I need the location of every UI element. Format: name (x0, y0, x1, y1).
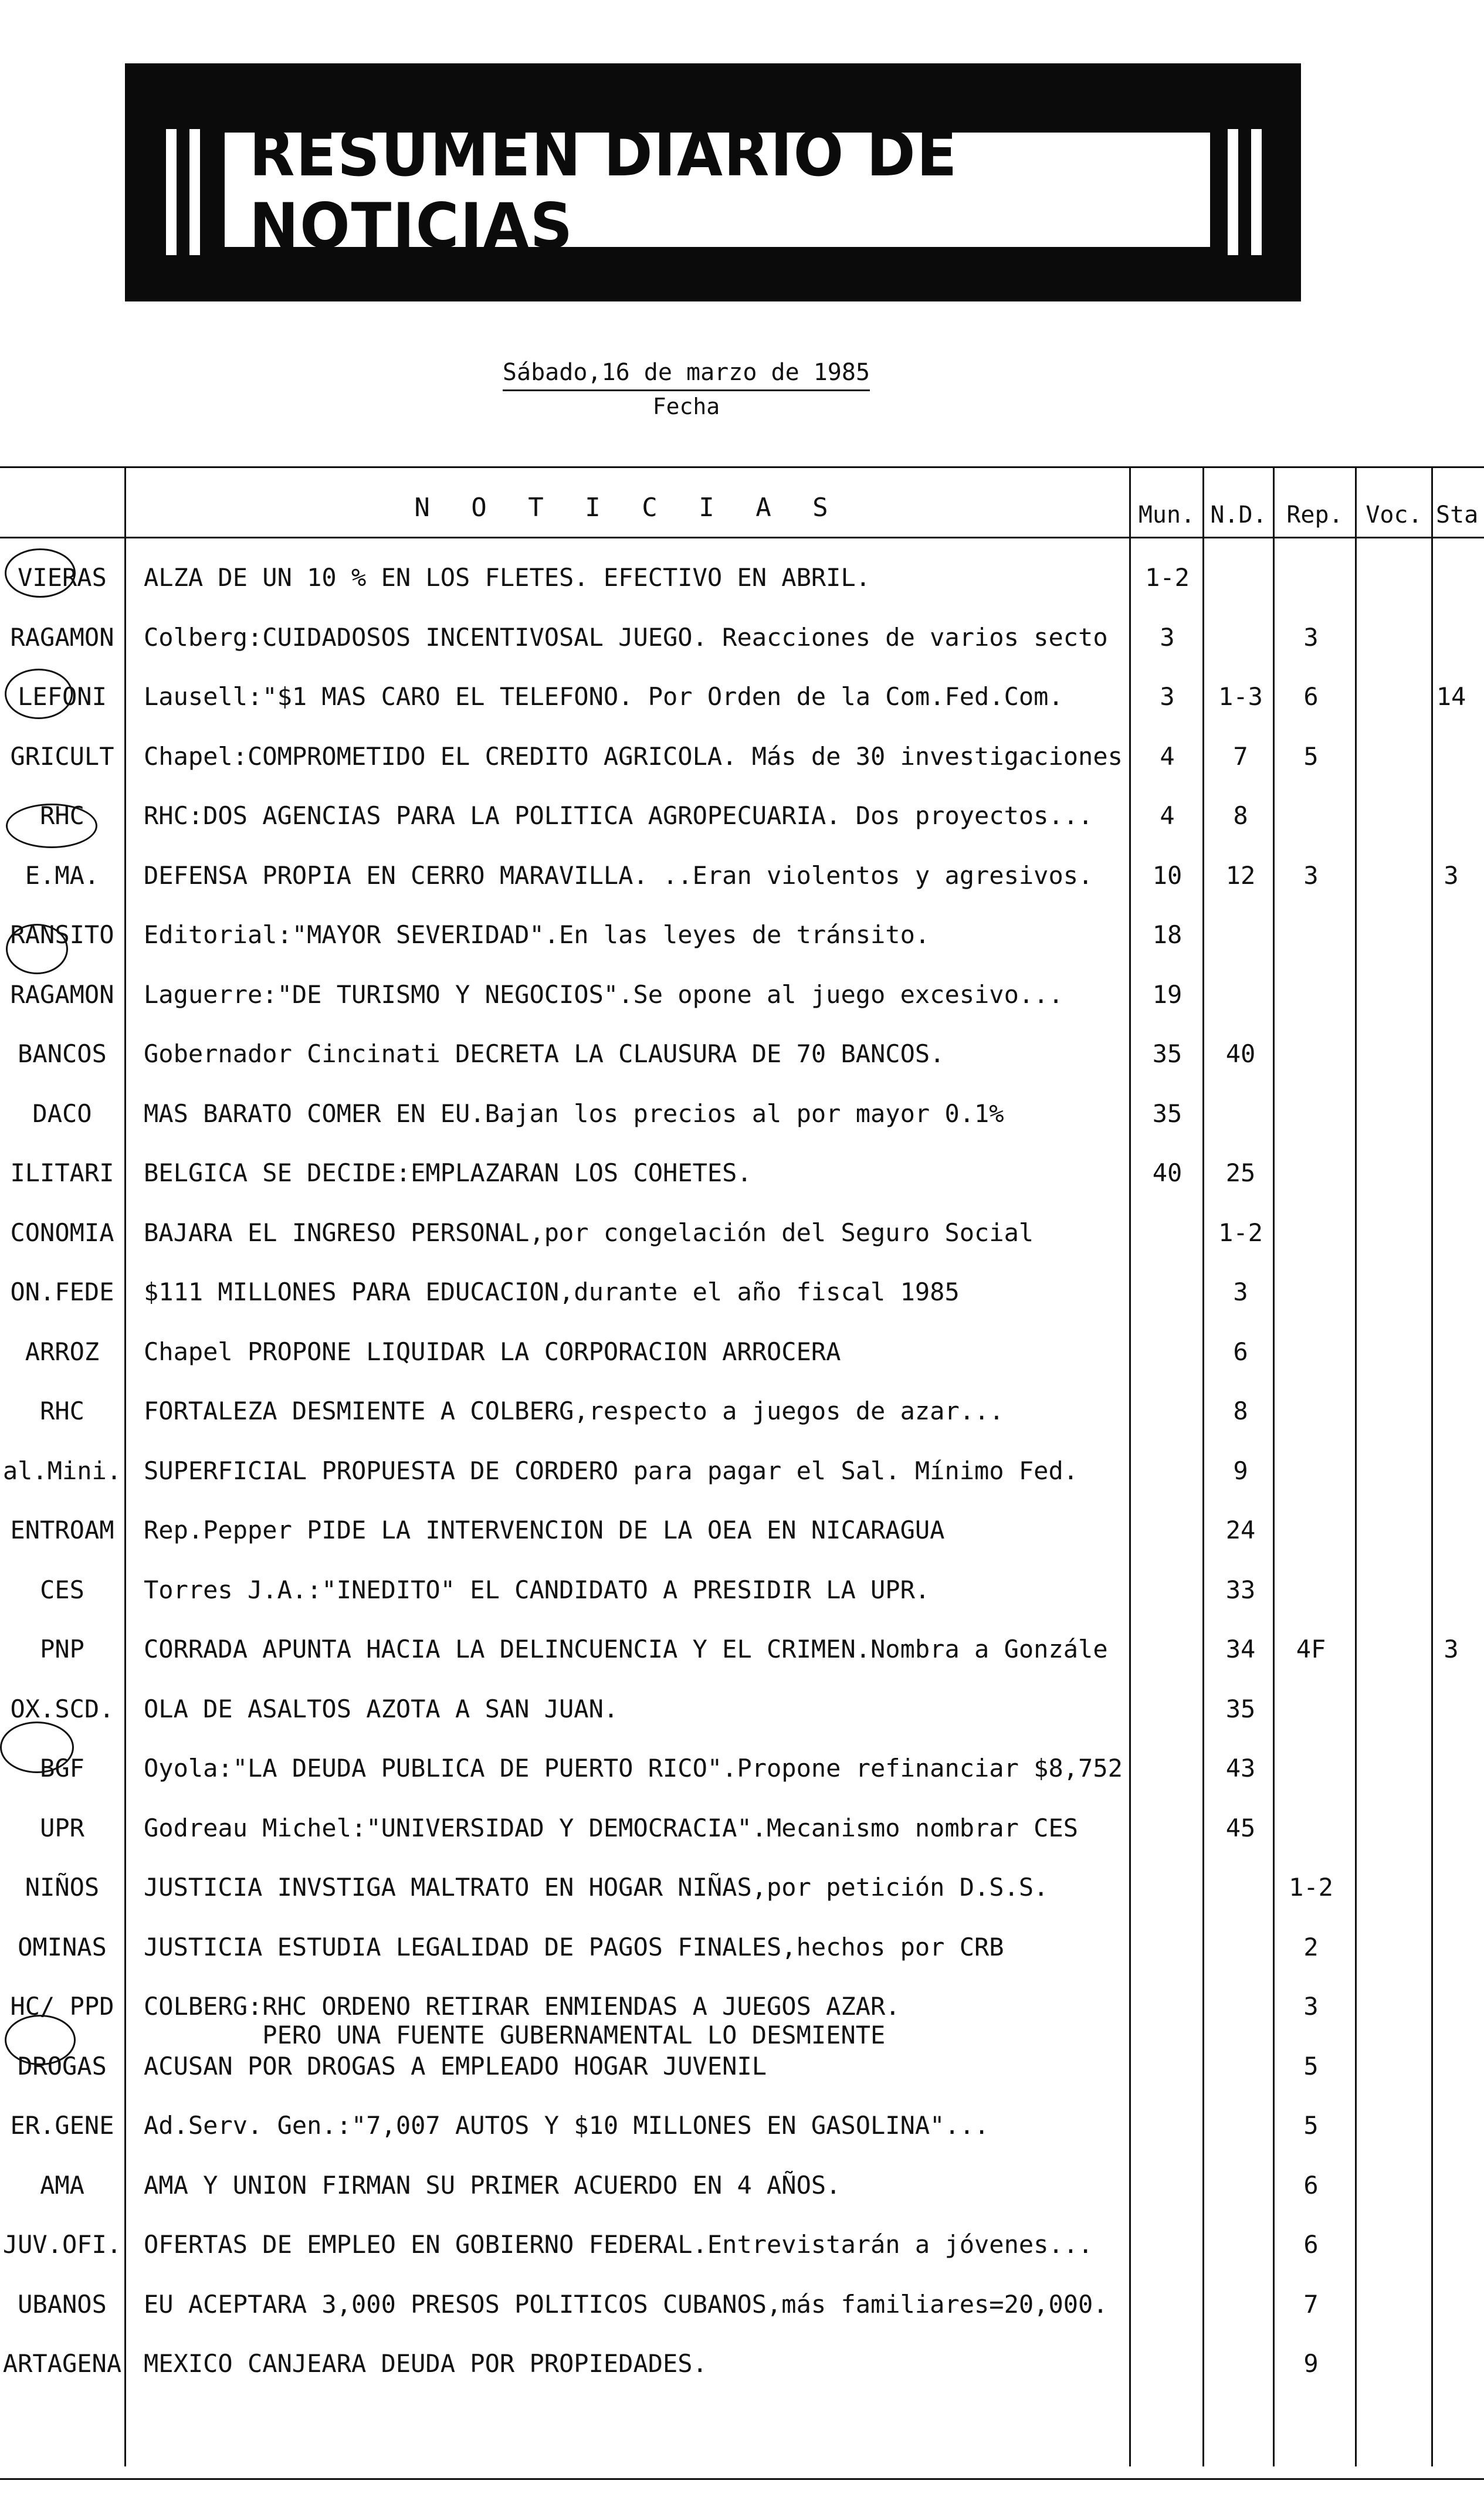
page-ref-sta: 3 (1444, 860, 1459, 890)
table-row (0, 1039, 1484, 1098)
page-ref-nd: 45 (1225, 1813, 1256, 1842)
table-row (0, 1873, 1484, 1932)
section-label: JUV.OFI. (2, 2230, 122, 2259)
table-title: N O T I C I A S (414, 493, 841, 523)
page-ref-mun: 3 (1160, 682, 1175, 711)
headline: Rep.Pepper PIDE LA INTERVENCION DE LA OEA EN NICARAGUA (144, 1516, 945, 1544)
table-row (0, 801, 1484, 860)
banner-stripe (1251, 129, 1262, 255)
page-ref-sta: 14 (1436, 682, 1466, 711)
page-ref-nd: 34 (1225, 1635, 1256, 1663)
headline: JUSTICIA INVSTIGA MALTRATO EN HOGAR NIÑAS,por petición D.S.S. (144, 1873, 1049, 1902)
headline: OFERTAS DE EMPLEO EN GOBIERNO FEDERAL.Entrevistarán a jóvenes... (144, 2230, 1093, 2259)
annotation-circle (5, 669, 73, 719)
headline: OLA DE ASALTOS AZOTA A SAN JUAN. (144, 1694, 619, 1723)
page-ref-nd: 3 (1233, 1278, 1248, 1306)
banner-stripe (1228, 129, 1238, 255)
table-row (0, 2290, 1484, 2349)
section-label: RHC (40, 1397, 84, 1425)
annotation-circle (5, 548, 76, 598)
table-row (0, 920, 1484, 979)
column-header-voc: Voc. (1366, 501, 1422, 528)
table-row (0, 980, 1484, 1039)
annotation-circle (6, 924, 68, 974)
page-ref-rep: 6 (1303, 2230, 1319, 2259)
headline: MAS BARATO COMER EN EU.Bajan los precios al por mayor 0.1% (144, 1099, 1004, 1128)
table-row (0, 2171, 1484, 2229)
document-date: Sábado,16 de marzo de 1985 (503, 359, 870, 391)
section-label: ON.FEDE (10, 1278, 114, 1306)
section-label: UPR (40, 1813, 84, 1842)
table-row (0, 1337, 1484, 1396)
page-ref-mun: 35 (1152, 1099, 1183, 1128)
table-row (0, 1575, 1484, 1634)
headline: Editorial:"MAYOR SEVERIDAD".En las leyes de tránsito. (144, 920, 930, 949)
page-ref-rep: 7 (1303, 2289, 1319, 2319)
annotation-circle (0, 1722, 74, 1773)
headline: EU ACEPTARA 3,000 PRESOS POLITICOS CUBANOS,más familiares=20,000. (144, 2289, 1108, 2319)
headline: CORRADA APUNTA HACIA LA DELINCUENCIA Y EL CRIMEN.Nombra a Gonzále (144, 1635, 1108, 1663)
headline: COLBERG:RHC ORDENO RETIRAR ENMIENDAS A JUEGOS AZAR. PERO UNA FUENTE GUBERNAMENTAL LO DESMIENTE (144, 1992, 900, 2049)
headline: Colberg:CUIDADOSOS INCENTIVOSAL JUEGO. Reacciones de varios secto (144, 622, 1108, 652)
section-label: RANSITO (10, 920, 114, 949)
headline: Chapel PROPONE LIQUIDAR LA CORPORACION ARROCERA (144, 1337, 841, 1366)
page-ref-nd: 9 (1233, 1456, 1248, 1485)
headline: DEFENSA PROPIA EN CERRO MARAVILLA. ..Eran violentos y agresivos. (144, 860, 1093, 890)
page-ref-rep: 3 (1303, 1992, 1319, 2021)
table-row (0, 1397, 1484, 1455)
table-row (0, 742, 1484, 801)
page-ref-nd: 6 (1233, 1337, 1248, 1366)
table-row (0, 2230, 1484, 2289)
annotation-circle (5, 2015, 76, 2065)
section-label: AMA (40, 2170, 84, 2200)
masthead-banner (125, 63, 1301, 301)
banner-stripe (166, 129, 177, 255)
annotation-circle (6, 804, 97, 848)
table-row (0, 1695, 1484, 1753)
section-label: RAGAMON (10, 622, 114, 652)
page-ref-nd: 1-3 (1218, 682, 1263, 711)
date-block (481, 359, 892, 419)
table-row (0, 1814, 1484, 1872)
table-row (0, 2111, 1484, 2170)
headline: AMA Y UNION FIRMAN SU PRIMER ACUERDO EN 4 AÑOS. (144, 2170, 841, 2200)
section-label: ARTAGENA (2, 2349, 122, 2378)
page-ref-mun: 10 (1152, 860, 1183, 890)
section-label: al.Mini. (2, 1456, 122, 1485)
section-label: OMINAS (18, 1932, 107, 1961)
table-row (0, 1218, 1484, 1277)
section-label: E.MA. (25, 860, 100, 890)
headline: Gobernador Cincinati DECRETA LA CLAUSURA DE 70 BANCOS. (144, 1039, 945, 1068)
headline: Godreau Michel:"UNIVERSIDAD Y DEMOCRACIA".Mecanismo nombrar CES (144, 1813, 1079, 1842)
page-ref-rep: 2 (1303, 1932, 1319, 1961)
table-row (0, 1158, 1484, 1217)
section-label: UBANOS (18, 2289, 107, 2319)
section-label: LEFONI (18, 682, 107, 711)
section-label: HC/ PPD (10, 1992, 114, 2021)
page-ref-mun: 4 (1160, 741, 1175, 771)
section-label: ARROZ (25, 1337, 100, 1366)
column-header-rep: Rep. (1286, 501, 1343, 528)
headline: MEXICO CANJEARA DEUDA POR PROPIEDADES. (144, 2349, 707, 2378)
section-label: DROGAS (18, 2051, 107, 2080)
page-ref-rep: 3 (1303, 622, 1319, 652)
page-ref-nd: 33 (1225, 1575, 1256, 1604)
page-ref-mun: 19 (1152, 980, 1183, 1009)
page-ref-rep: 5 (1303, 741, 1319, 771)
table-row (0, 1278, 1484, 1336)
table-row (0, 2052, 1484, 2110)
page-ref-nd: 7 (1233, 741, 1248, 771)
section-label: ER.GENE (10, 2111, 114, 2140)
column-header-sta: Sta (1436, 501, 1479, 528)
section-label: BANCOS (18, 1039, 107, 1068)
page-ref-nd: 8 (1233, 1397, 1248, 1425)
headline: Torres J.A.:"INEDITO" EL CANDIDATO A PRESIDIR LA UPR. (144, 1575, 930, 1604)
table-row (0, 1456, 1484, 1515)
page-ref-mun: 18 (1152, 920, 1183, 949)
table-row (0, 682, 1484, 741)
page-ref-sta: 3 (1444, 1635, 1459, 1663)
section-label: OX.SCD. (10, 1694, 114, 1723)
column-header-nd: N.D. (1210, 501, 1267, 528)
banner-stripe (189, 129, 200, 255)
page-ref-rep: 6 (1303, 682, 1319, 711)
date-caption: Fecha (652, 394, 720, 419)
page-bottom-rule (0, 2478, 1484, 2480)
headline: BAJARA EL INGRESO PERSONAL,por congelación del Seguro Social (144, 1218, 1034, 1247)
headline: ALZA DE UN 10 % EN LOS FLETES. EFECTIVO EN ABRIL. (144, 563, 871, 592)
headline: Ad.Serv. Gen.:"7,007 AUTOS Y $10 MILLONES EN GASOLINA"... (144, 2111, 990, 2140)
section-label: DACO (32, 1099, 92, 1128)
page-ref-rep: 6 (1303, 2170, 1319, 2200)
table-top-rule (0, 466, 1484, 468)
section-label: CONOMIA (10, 1218, 114, 1247)
section-label: NIÑOS (25, 1873, 100, 1902)
headline: Chapel:COMPROMETIDO EL CREDITO AGRICOLA. Más de 30 investigaciones (144, 741, 1123, 771)
page-ref-nd: 35 (1225, 1694, 1256, 1723)
headline: ACUSAN POR DROGAS A EMPLEADO HOGAR JUVENIL (144, 2051, 767, 2080)
section-label: CES (40, 1575, 84, 1604)
masthead-title: RESUMEN DIARIO DE NOTICIAS (249, 117, 958, 262)
page-ref-mun: 35 (1152, 1039, 1183, 1068)
headline: SUPERFICIAL PROPUESTA DE CORDERO para pagar el Sal. Mínimo Fed. (144, 1456, 1079, 1485)
page-ref-rep: 5 (1303, 2051, 1319, 2080)
table-header-rule (0, 537, 1484, 538)
section-label: ILITARI (10, 1158, 114, 1187)
page-ref-rep: 1-2 (1289, 1873, 1333, 1902)
section-label: ENTROAM (10, 1516, 114, 1544)
table-row (0, 1992, 1484, 2051)
section-label: RAGAMON (10, 980, 114, 1009)
page-ref-nd: 8 (1233, 801, 1248, 830)
table-row (0, 2349, 1484, 2408)
page-ref-rep: 5 (1303, 2111, 1319, 2140)
masthead-panel (225, 117, 1210, 262)
page-ref-mun: 40 (1152, 1158, 1183, 1187)
table-row (0, 1099, 1484, 1158)
headline: BELGICA SE DECIDE:EMPLAZARAN LOS COHETES. (144, 1158, 752, 1187)
page-ref-nd: 40 (1225, 1039, 1256, 1068)
section-label: VIERAS (18, 563, 107, 592)
page-ref-nd: 12 (1225, 860, 1256, 890)
headline: RHC:DOS AGENCIAS PARA LA POLITICA AGROPECUARIA. Dos proyectos... (144, 801, 1093, 830)
table-row (0, 563, 1484, 622)
page-ref-nd: 43 (1225, 1754, 1256, 1783)
page-ref-mun: 4 (1160, 801, 1175, 830)
page-ref-rep: 4F (1296, 1635, 1326, 1663)
headline: Lausell:"$1 MAS CARO EL TELEFONO. Por Orden de la Com.Fed.Com. (144, 682, 1063, 711)
section-label: PNP (40, 1635, 84, 1663)
table-row (0, 861, 1484, 920)
page-ref-rep: 9 (1303, 2349, 1319, 2378)
page-ref-mun: 3 (1160, 622, 1175, 652)
section-label: RHC (40, 801, 84, 830)
page-ref-rep: 3 (1303, 860, 1319, 890)
table-row (0, 1516, 1484, 1574)
table-row (0, 623, 1484, 682)
headline: JUSTICIA ESTUDIA LEGALIDAD DE PAGOS FINALES,hechos por CRB (144, 1932, 1004, 1961)
page-ref-mun: 1-2 (1145, 563, 1190, 592)
table-row (0, 1635, 1484, 1693)
headline: Oyola:"LA DEUDA PUBLICA DE PUERTO RICO".Propone refinanciar $8,752 (144, 1754, 1123, 1783)
table-row (0, 1754, 1484, 1812)
section-label: BGF (40, 1754, 84, 1783)
headline: $111 MILLONES PARA EDUCACION,durante el año fiscal 1985 (144, 1278, 960, 1306)
headline: FORTALEZA DESMIENTE A COLBERG,respecto a juegos de azar... (144, 1397, 1004, 1425)
section-label: GRICULT (10, 741, 114, 771)
page-ref-nd: 24 (1225, 1516, 1256, 1544)
headline: Laguerre:"DE TURISMO Y NEGOCIOS".Se opone al juego excesivo... (144, 980, 1063, 1009)
page-ref-nd: 25 (1225, 1158, 1256, 1187)
table-row (0, 1933, 1484, 1991)
column-header-mun: Mun. (1138, 501, 1195, 528)
page-ref-nd: 1-2 (1218, 1218, 1263, 1247)
